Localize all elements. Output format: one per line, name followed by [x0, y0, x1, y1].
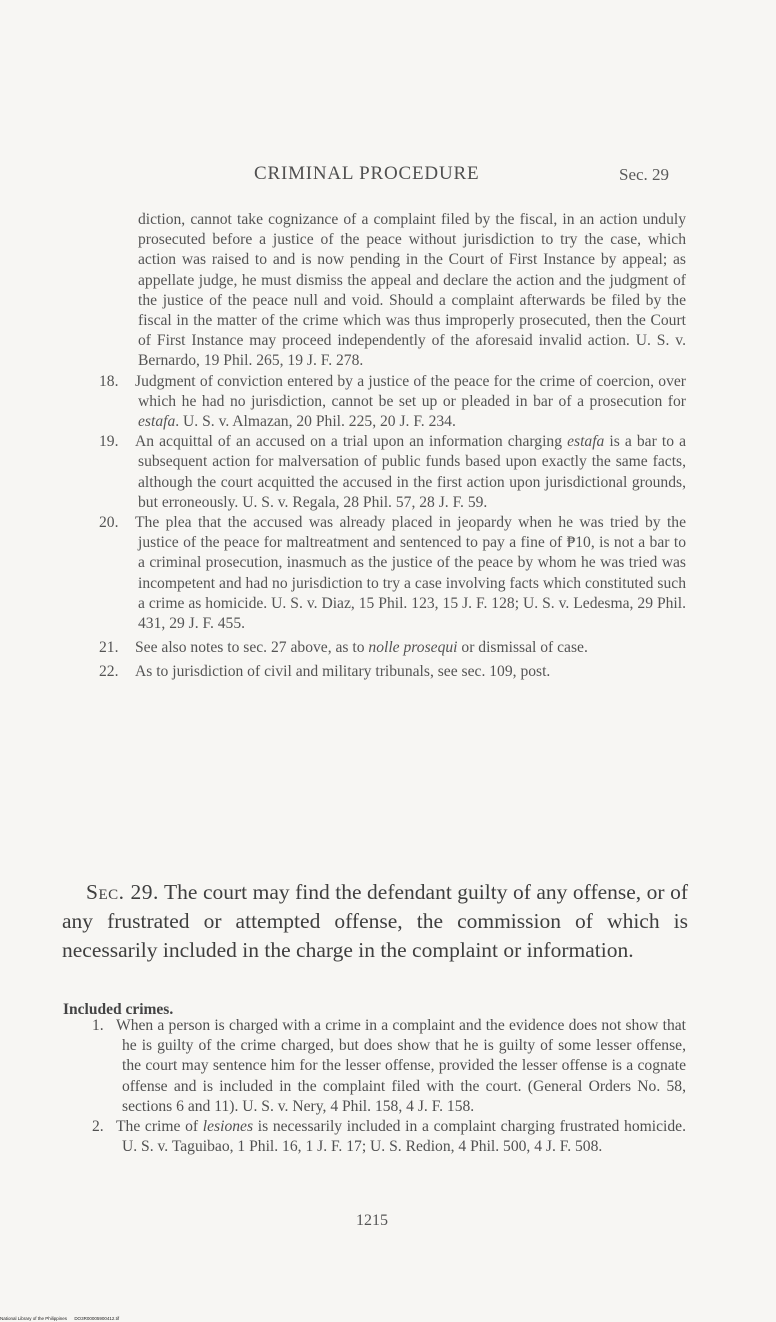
note-text-after: . U. S. v. Almazan, 20 Phil. 225, 20 J. F. 234.	[175, 413, 456, 431]
included-item-2	[76, 1117, 686, 1157]
note-number: 20.	[99, 514, 119, 532]
scan-footer	[0, 1316, 125, 1321]
page-number: 1215	[356, 1212, 388, 1229]
note-italic: estafa	[138, 413, 176, 431]
section-body: The court may find the defendant guilty of any offense, or of any frustrated or attempted offense, the commission of which is necessarily included in the charge in the complaint or information.	[62, 880, 689, 962]
note-text: Judgment of conviction entered by a justice of the peace for the crime of coercion, over which he had no jurisdiction, cannot be set up or pleaded in bar of a prosecution for	[135, 372, 686, 410]
footer-library: National Library of the Philippines	[0, 1316, 68, 1321]
section-29-text	[62, 878, 688, 965]
note-20	[78, 513, 686, 634]
note-text: As to jurisdiction of civil and military tribunals, see sec. 109, post.	[135, 663, 551, 681]
note-text: See also notes to sec. 27 above, as to	[135, 639, 369, 657]
note-italic: estafa	[567, 433, 605, 451]
note-number: 22.	[99, 663, 119, 681]
item-text: When a person is charged with a crime in a complaint and the evidence does not show that he is guilty of the crime charged, but does show that he is guilty of some lesser offense, the court may sentence him for the lesser offense, provided the lesser offense is a cognate offense and is included in the complaint filed with the court. (General Orders No. 58, sections 6 and 11). U. S. v. Nery, 4 Phil. 158, 4 J. F. 158.	[116, 1017, 686, 1115]
note-italic: nolle prosequi	[368, 639, 458, 657]
included-crimes-heading: Included crimes.	[63, 1001, 174, 1018]
note-18	[78, 372, 686, 433]
note-text: The plea that the accused was already placed in jeopardy when he was tried by the justice of the peace for maltreatment and sentenced to pay a fine of ₱10, is not a bar to a criminal prosecution, inasmuch as the justice of the peace by whom he was tried was incompetent and had no jurisdiction to try a case involving facts which constituted such a crime as homicide. U. S. v. Diaz, 15 Phil. 123, 15 J. F. 128; U. S. v. Ledesma, 29 Phil. 431, 29 J. F. 455.	[135, 514, 686, 633]
note-number: 21.	[99, 639, 119, 657]
included-crimes-list	[76, 1016, 686, 1157]
header-section-number: Sec. 29	[619, 165, 670, 184]
footer-code: DO3R00005900412.tif	[74, 1316, 120, 1321]
item-text-after: is necessarily included in a complaint charging frustrated homicide. U. S. v. Taguibao, 1 Phil. 16, 1 J. F. 17; U. S. Redion, 4 Phil. 500, 4 J. F. 508.	[122, 1118, 686, 1156]
included-item-1	[76, 1016, 686, 1117]
note-number: 18.	[99, 372, 119, 390]
note-17-continuation: diction, cannot take cognizance of a complaint filed by the fiscal, in an action unduly prosecuted before a justice of the peace without jurisdiction to try the case, which action was raised to and is now pending in the Court of First Instance by appeal; as appellate judge, he must dismiss the appeal and declare the action and the judgment of the justice of the peace null and void. Should a complaint afterwards be filed by the fiscal in the matter of the crime which was thus improperly prosecuted, then the Court of First Instance may proceed independently of the aforesaid invalid action. U. S. v. Bernardo, 19 Phil. 265, 19 J. F. 278.	[138, 211, 686, 370]
item-text: The crime of	[116, 1118, 203, 1136]
note-19	[78, 432, 686, 513]
item-number: 1.	[92, 1017, 104, 1034]
annotation-notes	[78, 210, 686, 683]
item-number: 2.	[92, 1118, 104, 1136]
note-number: 19.	[99, 433, 119, 451]
item-italic: lesiones	[202, 1118, 254, 1136]
header-title: CRIMINAL PROCEDURE	[254, 163, 480, 184]
note-text-after: is a bar to a subsequent action for malversation of public funds based upon exactly the same facts, although the court acquitted the accused in the first action upon jurisdictional grounds, but erroneously. U. S. v. Regala, 28 Phil. 57, 28 J. F. 59.	[138, 433, 686, 511]
running-header	[0, 163, 776, 189]
note-text: An acquittal of an accused on a trial upon an information charging	[135, 433, 568, 451]
section-label: Sec. 29.	[86, 880, 159, 904]
note-21	[78, 638, 686, 658]
note-text-after: or dismissal of case.	[457, 639, 588, 657]
note-22	[78, 662, 686, 682]
